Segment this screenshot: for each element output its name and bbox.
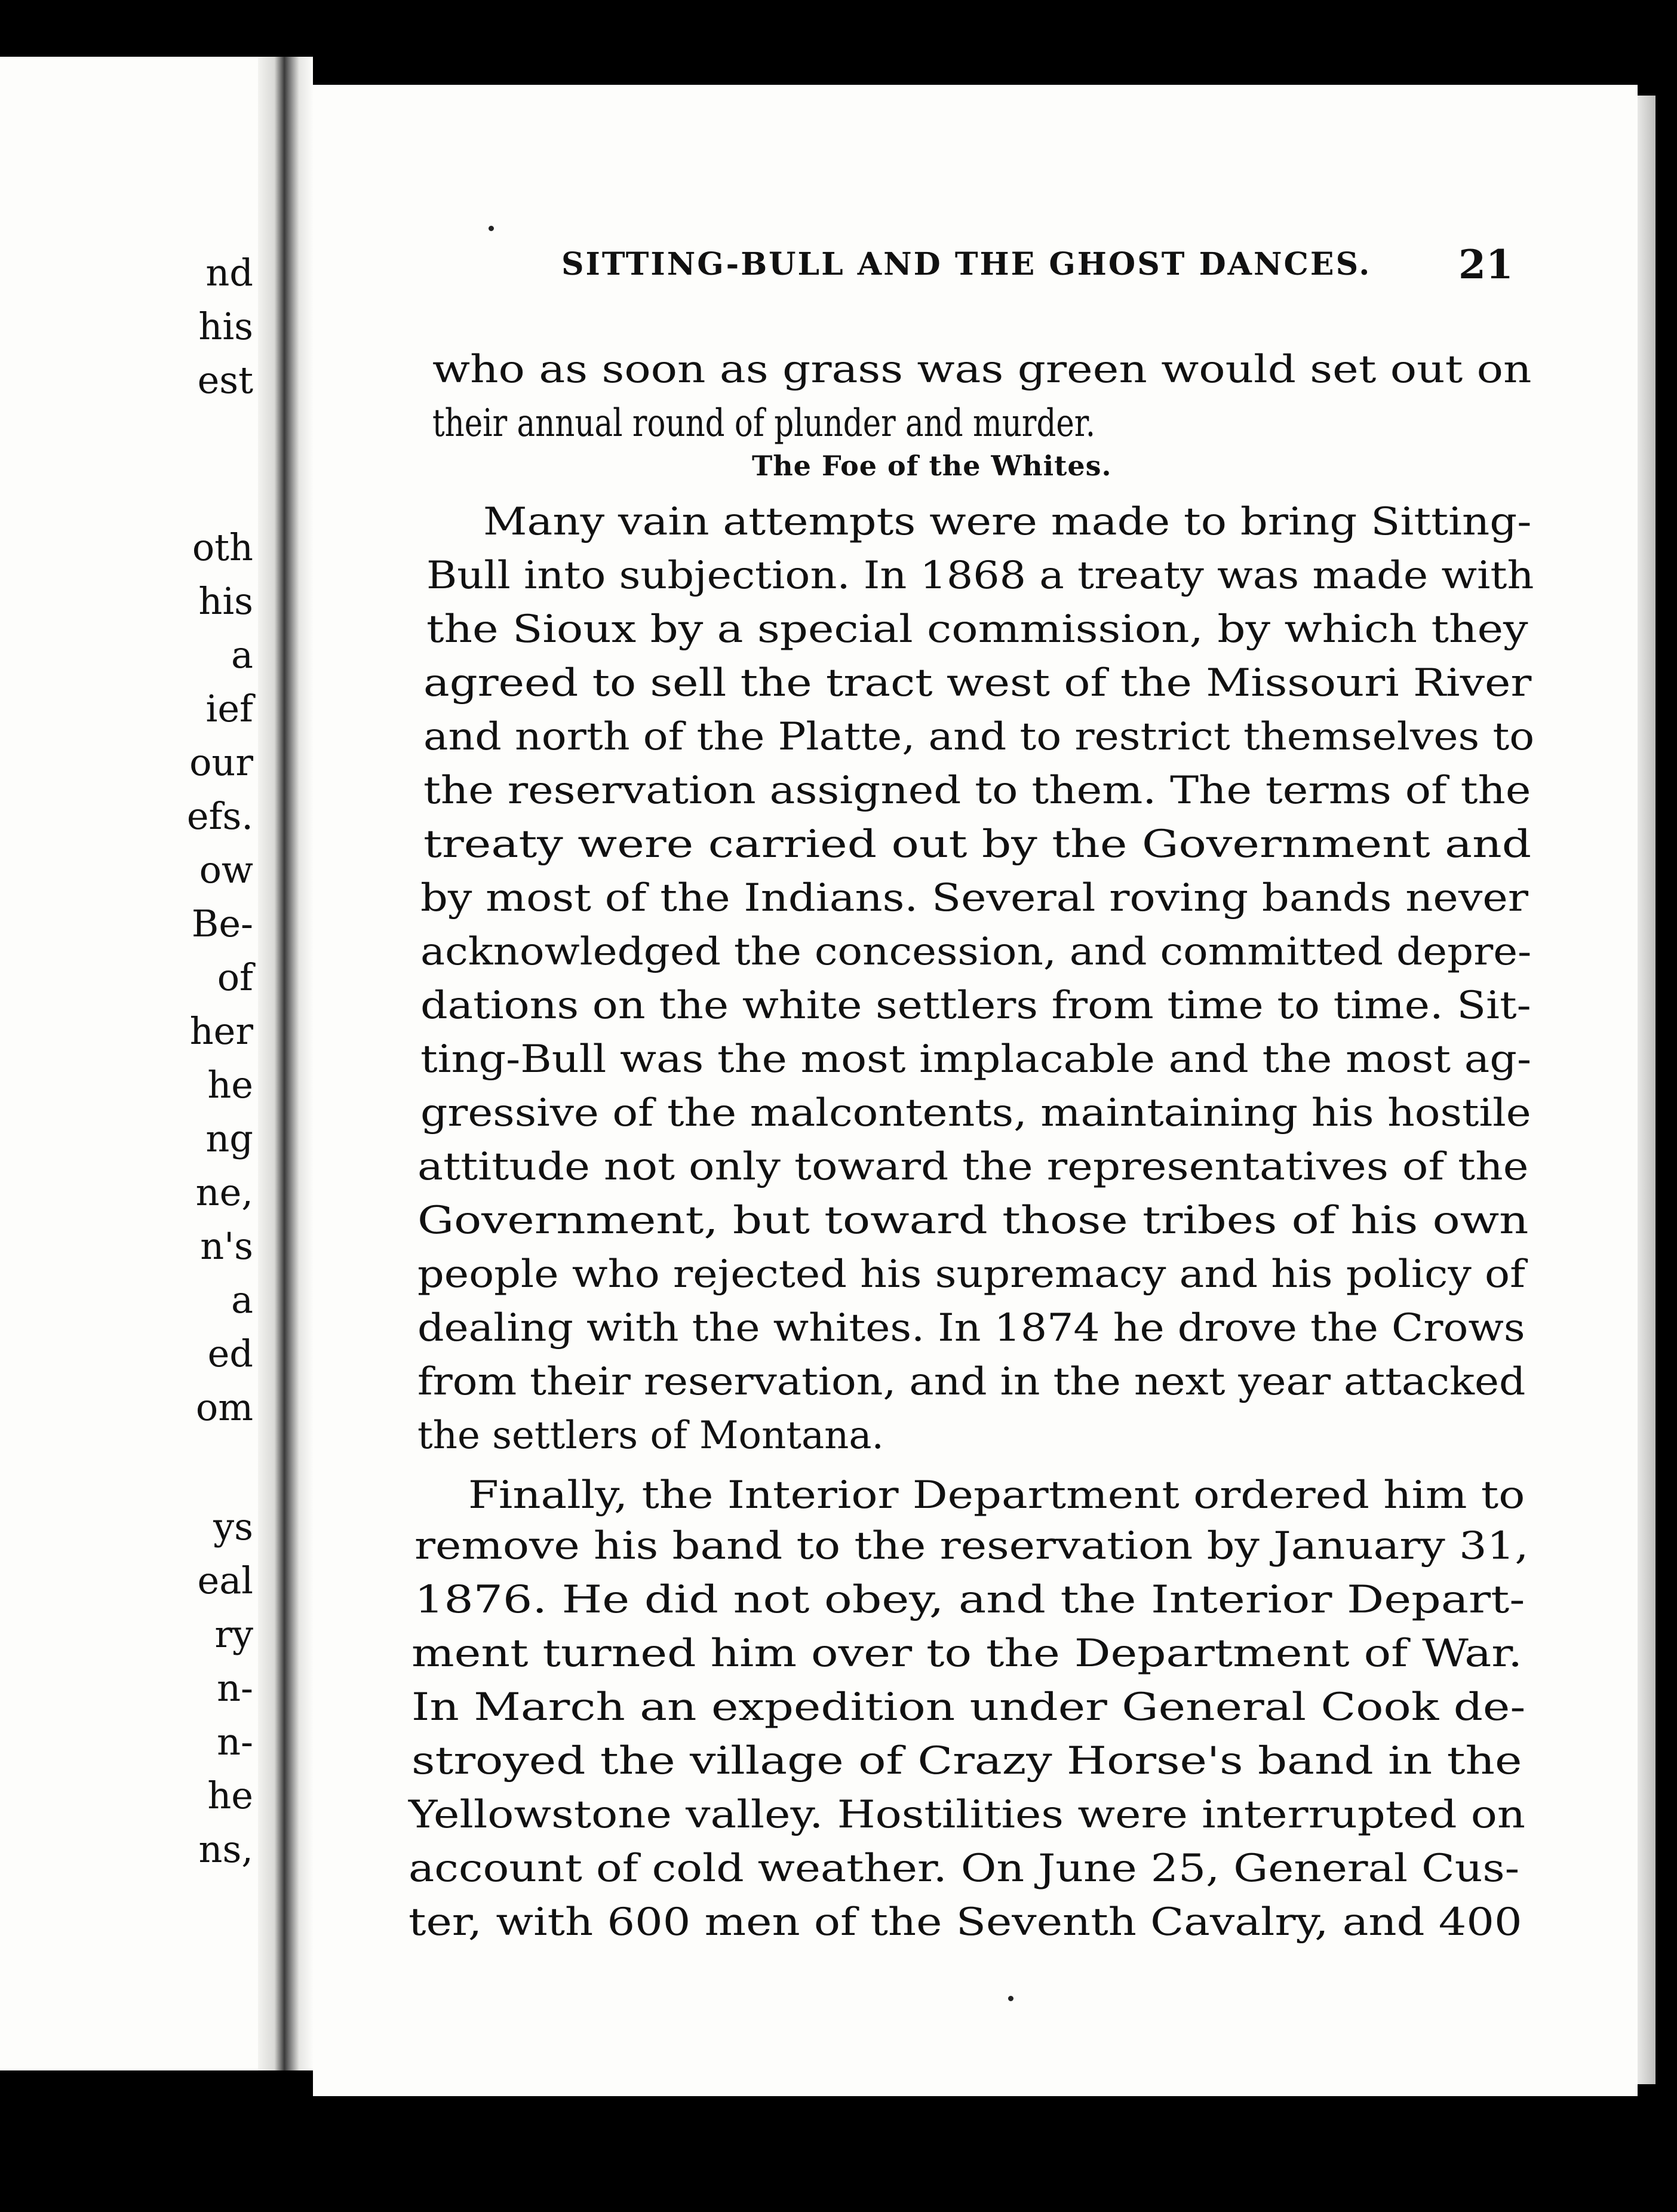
text-line: attitude not only toward the representatives of the [417, 1145, 1529, 1189]
left-page-fragment: ne, [195, 1170, 253, 1214]
right-page [313, 85, 1638, 2096]
text-line: from their reservation, and in the next year attacked [417, 1360, 1526, 1404]
text-line: dealing with the whites. In 1874 he drove the Crows [417, 1306, 1525, 1350]
left-facing-page [0, 57, 258, 2070]
print-speck [489, 226, 494, 231]
left-page-fragment: ns, [198, 1827, 253, 1871]
left-page-fragment: nd [205, 251, 253, 294]
text-line: stroyed the village of Crazy Horse's band in the [411, 1739, 1522, 1783]
text-line: ment turned him over to the Department of War. [411, 1632, 1523, 1676]
left-page-fragment: a [231, 1278, 253, 1322]
left-page-fragment: his [198, 305, 253, 348]
left-page-fragment: his [198, 579, 253, 623]
text-line: remove his band to the reservation by January 31, [414, 1524, 1529, 1568]
text-line: people who rejected his supremacy and his policy of [417, 1252, 1525, 1297]
left-page-fragment: n's [200, 1224, 253, 1268]
text-line: Yellowstone valley. Hostilities were interrupted on [408, 1793, 1526, 1837]
left-page-fragment: our [189, 741, 253, 784]
text-line: who as soon as grass was green would set out on [432, 348, 1532, 392]
text-line: their annual round of plunder and murder. [432, 401, 1096, 446]
left-page-fragment: eal [197, 1559, 253, 1602]
left-page-fragment: n- [217, 1720, 253, 1764]
left-page-fragment: ys [213, 1505, 253, 1549]
left-page-fragment: om [195, 1385, 253, 1429]
page-number: 21 [1458, 241, 1513, 288]
text-line: acknowledged the concession, and committed depre- [420, 930, 1532, 974]
book-gutter [258, 57, 313, 2070]
page-edge [1638, 96, 1656, 2084]
print-speck [1008, 1996, 1013, 2001]
text-line: treaty were carried out by the Government and [423, 822, 1532, 867]
text-line: Many vain attempts were made to bring Sitting- [483, 500, 1532, 544]
text-line: In March an expedition under General Cook de- [411, 1685, 1526, 1729]
text-line: Government, but toward those tribes of his own [417, 1199, 1529, 1243]
left-page-fragment: ed [207, 1332, 253, 1375]
left-page-fragment: ief [205, 687, 253, 730]
text-line: ting-Bull was the most implacable and the most ag- [420, 1037, 1532, 1082]
left-page-fragment: n- [217, 1666, 253, 1710]
text-line: dations on the white settlers from time to time. Sit- [420, 984, 1531, 1028]
left-page-fragment: ry [214, 1612, 253, 1656]
text-line: 1876. He did not obey, and the Interior Depart- [414, 1578, 1525, 1622]
text-line: Finally, the Interior Department ordered him to [468, 1473, 1525, 1517]
left-page-fragment: he [207, 1774, 253, 1817]
text-line: ter, with 600 men of the Seventh Cavalry, and 400 [408, 1900, 1522, 1944]
text-line: by most of the Indians. Several roving bands never [420, 876, 1529, 920]
left-page-fragment: he [207, 1063, 253, 1107]
text-line: the settlers of Montana. [417, 1414, 884, 1458]
text-line: and north of the Platte, and to restrict themselves to [423, 715, 1535, 759]
left-page-fragment: of [217, 956, 253, 999]
left-page-fragment: ow [199, 848, 253, 892]
text-line: Bull into subjection. In 1868 a treaty was made with [426, 554, 1534, 598]
left-page-fragment: est [197, 358, 253, 402]
left-page-fragment: ng [205, 1117, 253, 1160]
left-page-fragment: her [189, 1009, 253, 1053]
text-line: the Sioux by a special commission, by which they [426, 607, 1528, 652]
section-heading: The Foe of the Whites. [752, 450, 1112, 482]
left-page-fragment: oth [192, 526, 253, 569]
text-line: the reservation assigned to them. The terms of the [423, 769, 1531, 813]
left-page-fragment: Be- [191, 902, 253, 945]
left-page-fragment: efs. [186, 794, 253, 838]
text-line: agreed to sell the tract west of the Missouri River [423, 661, 1532, 705]
text-line: account of cold weather. On June 25, General Cus- [408, 1847, 1520, 1891]
text-line: gressive of the malcontents, maintaining his hostile [420, 1091, 1531, 1135]
running-head: SITTING-BULL AND THE GHOST DANCES. [561, 246, 1372, 282]
left-page-fragment: a [231, 633, 253, 677]
